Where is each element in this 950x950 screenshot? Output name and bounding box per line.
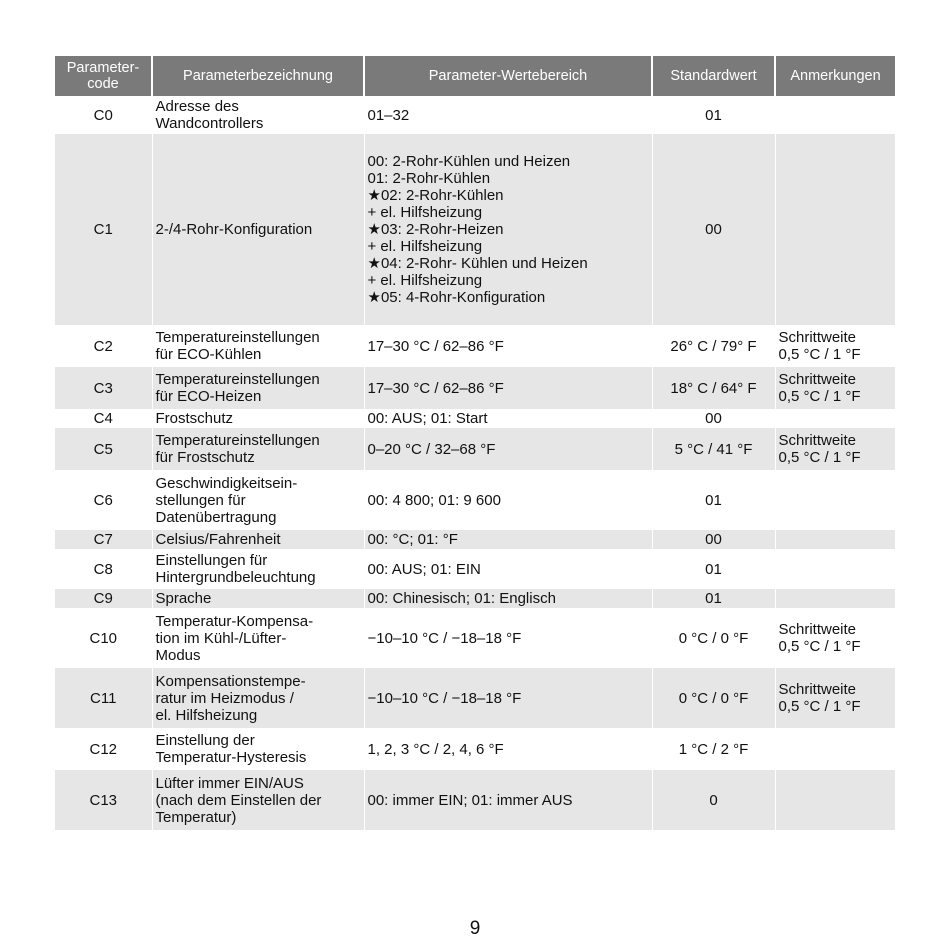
table-row: [55, 668, 895, 728]
cell-range: −10–10 °C / −18–18 °F: [364, 608, 652, 668]
cell-range: 00: 4 800; 01: 9 600: [364, 470, 652, 530]
cell-name: Einstellung der Temperatur-Hysteresis: [152, 728, 364, 770]
table-header-row: [55, 56, 895, 96]
cell-name: Geschwindigkeitsein- stellungen für Datenübertragung: [152, 470, 364, 530]
cell-note: [775, 530, 895, 549]
header-parameter-code: Parameter- code: [55, 56, 152, 96]
cell-default: 5 °C / 41 °F: [652, 428, 775, 470]
table-row: [55, 134, 895, 325]
cell-default: 0 °C / 0 °F: [652, 668, 775, 728]
cell-range: 00: AUS; 01: Start: [364, 409, 652, 428]
header-default-value: Standardwert: [652, 56, 775, 96]
table-row: [55, 470, 895, 530]
table-row: [55, 589, 895, 608]
cell-default: 01: [652, 589, 775, 608]
cell-code: C5: [55, 428, 152, 470]
cell-range: 01–32: [364, 96, 652, 134]
cell-default: 26° C / 79° F: [652, 325, 775, 367]
cell-default: 1 °C / 2 °F: [652, 728, 775, 770]
cell-name: Einstellungen für Hintergrundbeleuchtung: [152, 549, 364, 589]
page-number: 9: [469, 918, 481, 939]
cell-note: [775, 728, 895, 770]
cell-code: C3: [55, 367, 152, 409]
cell-range: 00: Chinesisch; 01: Englisch: [364, 589, 652, 608]
header-remarks: Anmerkungen: [775, 56, 895, 96]
table-row: [55, 728, 895, 770]
cell-note: [775, 96, 895, 134]
table-row: [55, 608, 895, 668]
cell-name: Temperatureinstellungen für ECO-Heizen: [152, 367, 364, 409]
cell-code: C0: [93, 106, 113, 124]
cell-note: Schrittweite 0,5 °C / 1 °F: [775, 428, 895, 470]
table-row: [55, 96, 895, 134]
cell-note: Schrittweite 0,5 °C / 1 °F: [775, 608, 895, 668]
cell-name: Kompensationstempe- ratur im Heizmodus / el. Hilfsheizung: [152, 668, 364, 728]
table-row: [55, 325, 895, 367]
parameter-table: [55, 56, 895, 830]
cell-range: 1, 2, 3 °C / 2, 4, 6 °F: [364, 728, 652, 770]
cell-code: C10: [89, 629, 118, 647]
table-row: [55, 549, 895, 589]
cell-name: Temperatureinstellungen für ECO-Kühlen: [152, 325, 364, 367]
table-row: [55, 530, 895, 549]
cell-code: C1: [55, 134, 152, 325]
table-row: [55, 770, 895, 830]
cell-default: 0 °C / 0 °F: [652, 608, 775, 668]
cell-default: 00: [652, 409, 775, 428]
cell-code: C4: [93, 410, 113, 427]
cell-name: Frostschutz: [152, 409, 364, 428]
cell-default: 01: [652, 549, 775, 589]
cell-code: C11: [55, 668, 152, 728]
cell-note: Schrittweite 0,5 °C / 1 °F: [775, 367, 895, 409]
cell-default: 0: [652, 770, 775, 830]
cell-name: Celsius/Fahrenheit: [152, 530, 364, 549]
cell-range: 17–30 °C / 62–86 °F: [364, 325, 652, 367]
cell-range: 0–20 °C / 32–68 °F: [364, 428, 652, 470]
cell-default: 00: [652, 134, 775, 325]
cell-default: 18° C / 64° F: [652, 367, 775, 409]
cell-default: 00: [652, 530, 775, 549]
cell-code: C8: [93, 560, 113, 578]
cell-range: 17–30 °C / 62–86 °F: [364, 367, 652, 409]
cell-code: C7: [55, 530, 152, 549]
header-value-range: Parameter-Wertebereich: [364, 56, 652, 96]
table-body: [55, 96, 895, 830]
cell-default: 01: [652, 96, 775, 134]
cell-range: 00: °C; 01: °F: [364, 530, 652, 549]
cell-code: C6: [93, 491, 113, 509]
cell-note: [775, 770, 895, 830]
table-row: [55, 367, 895, 409]
cell-range: 00: AUS; 01: EIN: [364, 549, 652, 589]
table-row: [55, 409, 895, 428]
cell-note: [775, 134, 895, 325]
cell-note: [775, 589, 895, 608]
cell-name: Lüfter immer EIN/AUS (nach dem Einstellen der Temperatur): [152, 770, 364, 830]
table-row: [55, 428, 895, 470]
cell-name: Sprache: [152, 589, 364, 608]
cell-default: 01: [652, 470, 775, 530]
cell-name: Temperatureinstellungen für Frostschutz: [152, 428, 364, 470]
cell-note: Schrittweite 0,5 °C / 1 °F: [775, 325, 895, 367]
header-parameter-name: Parameterbezeichnung: [152, 56, 364, 96]
cell-code: C9: [55, 589, 152, 608]
cell-note: [775, 549, 895, 589]
cell-note: [775, 409, 895, 428]
cell-note: Schrittweite 0,5 °C / 1 °F: [775, 668, 895, 728]
cell-code: C12: [89, 740, 118, 758]
cell-range: 00: 2-Rohr-Kühlen und Heizen 01: 2-Rohr-Kühlen ★02: 2-Rohr-Kühlen + el. Hilfsheizung ★03: 2-Rohr-Heizen + el. Hilfsheizung ★04: 2-Rohr- Kühlen und Heizen + el. Hilfsheizung ★05: 4-Rohr-Konfiguration: [364, 134, 652, 325]
cell-range: −10–10 °C / −18–18 °F: [364, 668, 652, 728]
cell-name: 2-/4-Rohr-Konfiguration: [152, 134, 364, 325]
cell-code: C13: [55, 770, 152, 830]
cell-note: [775, 470, 895, 530]
cell-name: Temperatur-Kompensa- tion im Kühl-/Lüfter- Modus: [152, 608, 364, 668]
cell-code: C2: [93, 337, 113, 355]
cell-range: 00: immer EIN; 01: immer AUS: [364, 770, 652, 830]
cell-name: Adresse des Wandcontrollers: [152, 96, 364, 134]
